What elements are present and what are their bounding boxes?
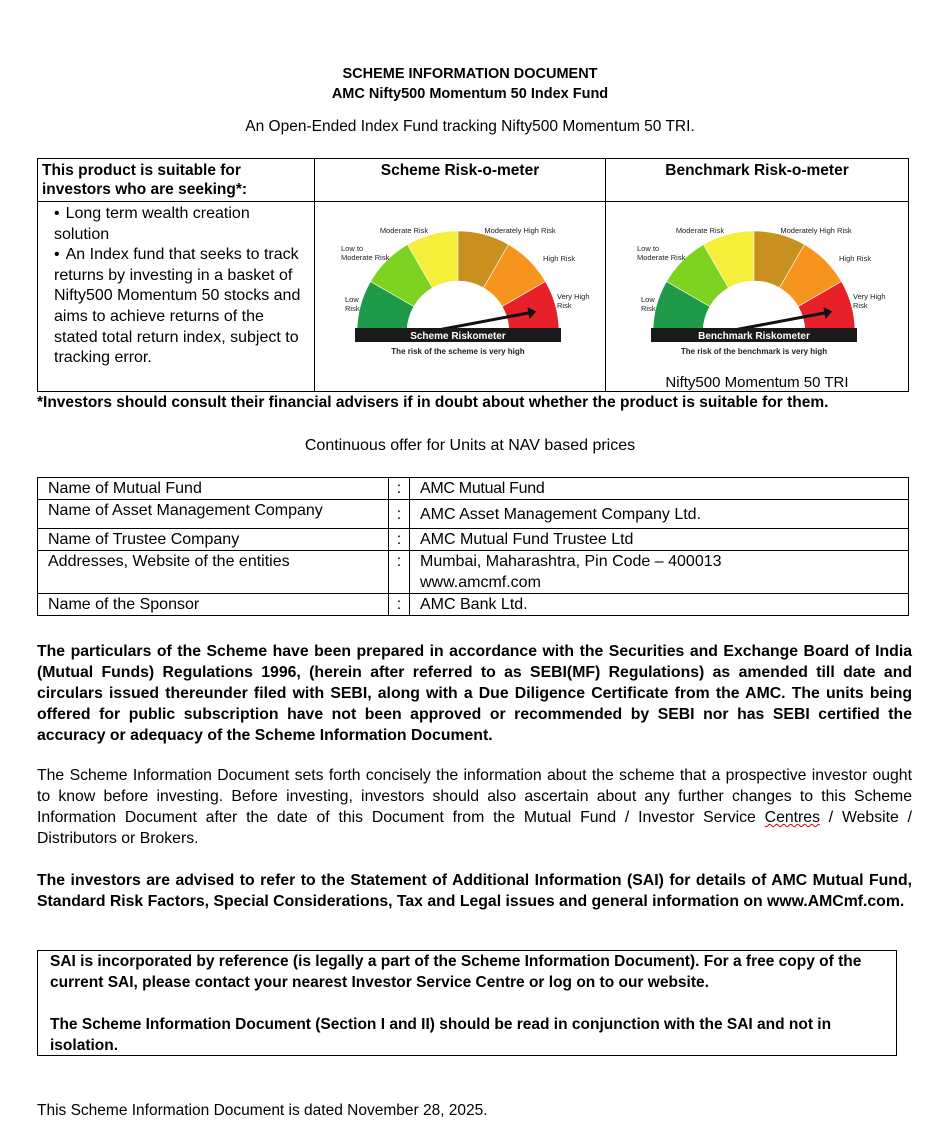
investor-note: *Investors should consult their financial advisers if in doubt about whether the product is suitable for them. <box>37 394 829 411</box>
table-row <box>38 500 909 529</box>
row-label: Name of Mutual Fund <box>38 478 389 500</box>
riskometer-label: Low <box>345 295 359 304</box>
riskometer-label: Low to <box>637 244 660 253</box>
fund-name: AMC Nifty500 Momentum 50 Index Fund <box>331 86 609 102</box>
website-text: www.amcmf.com <box>420 574 541 591</box>
table-row <box>38 551 909 594</box>
riskometer-label: Moderately High Risk <box>780 226 852 235</box>
riskometer-label: Risk <box>345 304 360 313</box>
row-value: AMC Bank Ltd. <box>410 594 909 616</box>
row-separator: : <box>389 500 410 529</box>
benchmark-name: Nifty500 Momentum 50 TRI <box>665 374 849 391</box>
row-value: AMC Mutual Fund Trustee Ltd <box>410 529 909 551</box>
riskometer-label: High Risk <box>839 254 872 263</box>
riskometer-label: Very High <box>557 292 590 301</box>
table-row <box>38 529 909 551</box>
row-separator: : <box>389 529 410 551</box>
sai-line-1: SAI is incorporated by reference (is legally a part of the Scheme Information Document). For a free copy of the current SAI, please contact your nearest Investor Service Centre or log on to our website. <box>50 953 862 991</box>
spellcheck-word: Centres <box>764 809 820 826</box>
suitability-bullet: • Long term wealth creation solution <box>54 204 308 245</box>
suitability-header: This product is suitable for investors who are seeking*: <box>42 162 248 198</box>
offer-line: Continuous offer for Units at NAV based prices <box>304 437 636 454</box>
sai-line-2: The Scheme Information Document (Section I and II) should be read in conjunction with the SAI and not in isolation. <box>50 1016 832 1054</box>
benchmark-meter-header-cell <box>606 159 909 202</box>
scheme-meter-header-cell <box>315 159 606 202</box>
suitability-bullets <box>38 202 314 373</box>
riskometer-banner-text: Scheme Riskometer <box>410 331 506 342</box>
doc-title: SCHEME INFORMATION DOCUMENT <box>342 66 598 82</box>
sai-refer-paragraph: The investors are advised to refer to the Statement of Additional Information (SAI) for details of AMC Mutual Fund, Standard Risk Factors, Special Considerations, Tax and Legal issues and general information on www.AMCmf.com. <box>37 872 912 910</box>
row-label: Name of the Sponsor <box>38 594 389 616</box>
row-label: Addresses, Website of the entities <box>38 551 389 594</box>
riskometer-label: Risk <box>641 304 656 313</box>
sai-box <box>37 950 897 1056</box>
benchmark-meter-header: Benchmark Risk-o-meter <box>665 162 849 179</box>
suitability-table <box>37 158 909 392</box>
scheme-riskometer <box>323 224 593 369</box>
riskometer-label: Risk <box>557 301 572 310</box>
row-value: AMC Asset Management Company Ltd. <box>410 500 909 529</box>
scheme-meter-header: Scheme Risk-o-meter <box>380 162 540 179</box>
benchmark-meter-cell <box>606 202 909 392</box>
table-row <box>38 594 909 616</box>
riskometer-label: Moderate Risk <box>675 226 725 235</box>
suitability-header-cell <box>38 159 315 202</box>
document-date: This Scheme Information Document is dated November 28, 2025. <box>37 1102 488 1119</box>
row-separator: : <box>389 594 410 616</box>
row-value <box>410 551 909 594</box>
riskometer-label: High Risk <box>543 254 576 263</box>
riskometer-note: The risk of the benchmark is very high <box>680 347 828 356</box>
fund-description: An Open-Ended Index Fund tracking Nifty500 Momentum 50 TRI. <box>245 118 695 135</box>
riskometer-label: Risk <box>853 301 868 310</box>
suitability-bullets-cell <box>38 202 315 392</box>
riskometer-note: The risk of the scheme is very high <box>391 347 525 356</box>
riskometer-label: Low <box>641 295 655 304</box>
riskometer-label: Moderate Risk <box>341 253 390 262</box>
table-row <box>38 478 909 500</box>
riskometer-label: Low to <box>341 244 364 253</box>
riskometer-banner-text: Benchmark Riskometer <box>698 331 810 342</box>
entity-info-table <box>37 477 909 616</box>
row-value: AMC Mutual Fund <box>410 478 909 500</box>
riskometer-label: Moderately High Risk <box>484 226 556 235</box>
row-label: Name of Asset Management Company <box>38 500 389 529</box>
scheme-meter-cell <box>315 202 606 392</box>
riskometer-label: Moderate Risk <box>637 253 686 262</box>
riskometer-label: Moderate Risk <box>379 226 429 235</box>
row-label: Name of Trustee Company <box>38 529 389 551</box>
suitability-bullet: • An Index fund that seeks to track returns by investing in a basket of Nifty500 Momentum 50 stocks and aims to achieve returns of the stated total return index, subject to tracking error. <box>54 245 308 369</box>
concise-paragraph: The Scheme Information Document sets forth concisely the information about the scheme that a prospective investor ought to know before investing. Before investing, investors should also ascertain about any further changes to this Scheme Information Document after the date of this Document from the Mutual Fund / Investor Service Centres / Website / Distributors or Brokers. <box>37 767 912 847</box>
row-separator: : <box>389 551 410 594</box>
benchmark-riskometer <box>614 224 894 369</box>
riskometer-label: Very High <box>853 292 886 301</box>
address-text: Mumbai, Maharashtra, Pin Code – 400013 <box>420 553 722 570</box>
row-separator: : <box>389 478 410 500</box>
sebi-paragraph: The particulars of the Scheme have been prepared in accordance with the Securities and Exchange Board of India (Mutual Funds) Regulations 1996, (herein after referred to as SEBI(MF) Regulations) as amended till date and circulars issued thereunder filed with SEBI, along with a Due Diligence Certificate from the AMC. The units being offered for public subscription have not been approved or recommended by SEBI nor has SEBI certified the accuracy or adequacy of the Scheme Information Document. <box>37 643 912 744</box>
